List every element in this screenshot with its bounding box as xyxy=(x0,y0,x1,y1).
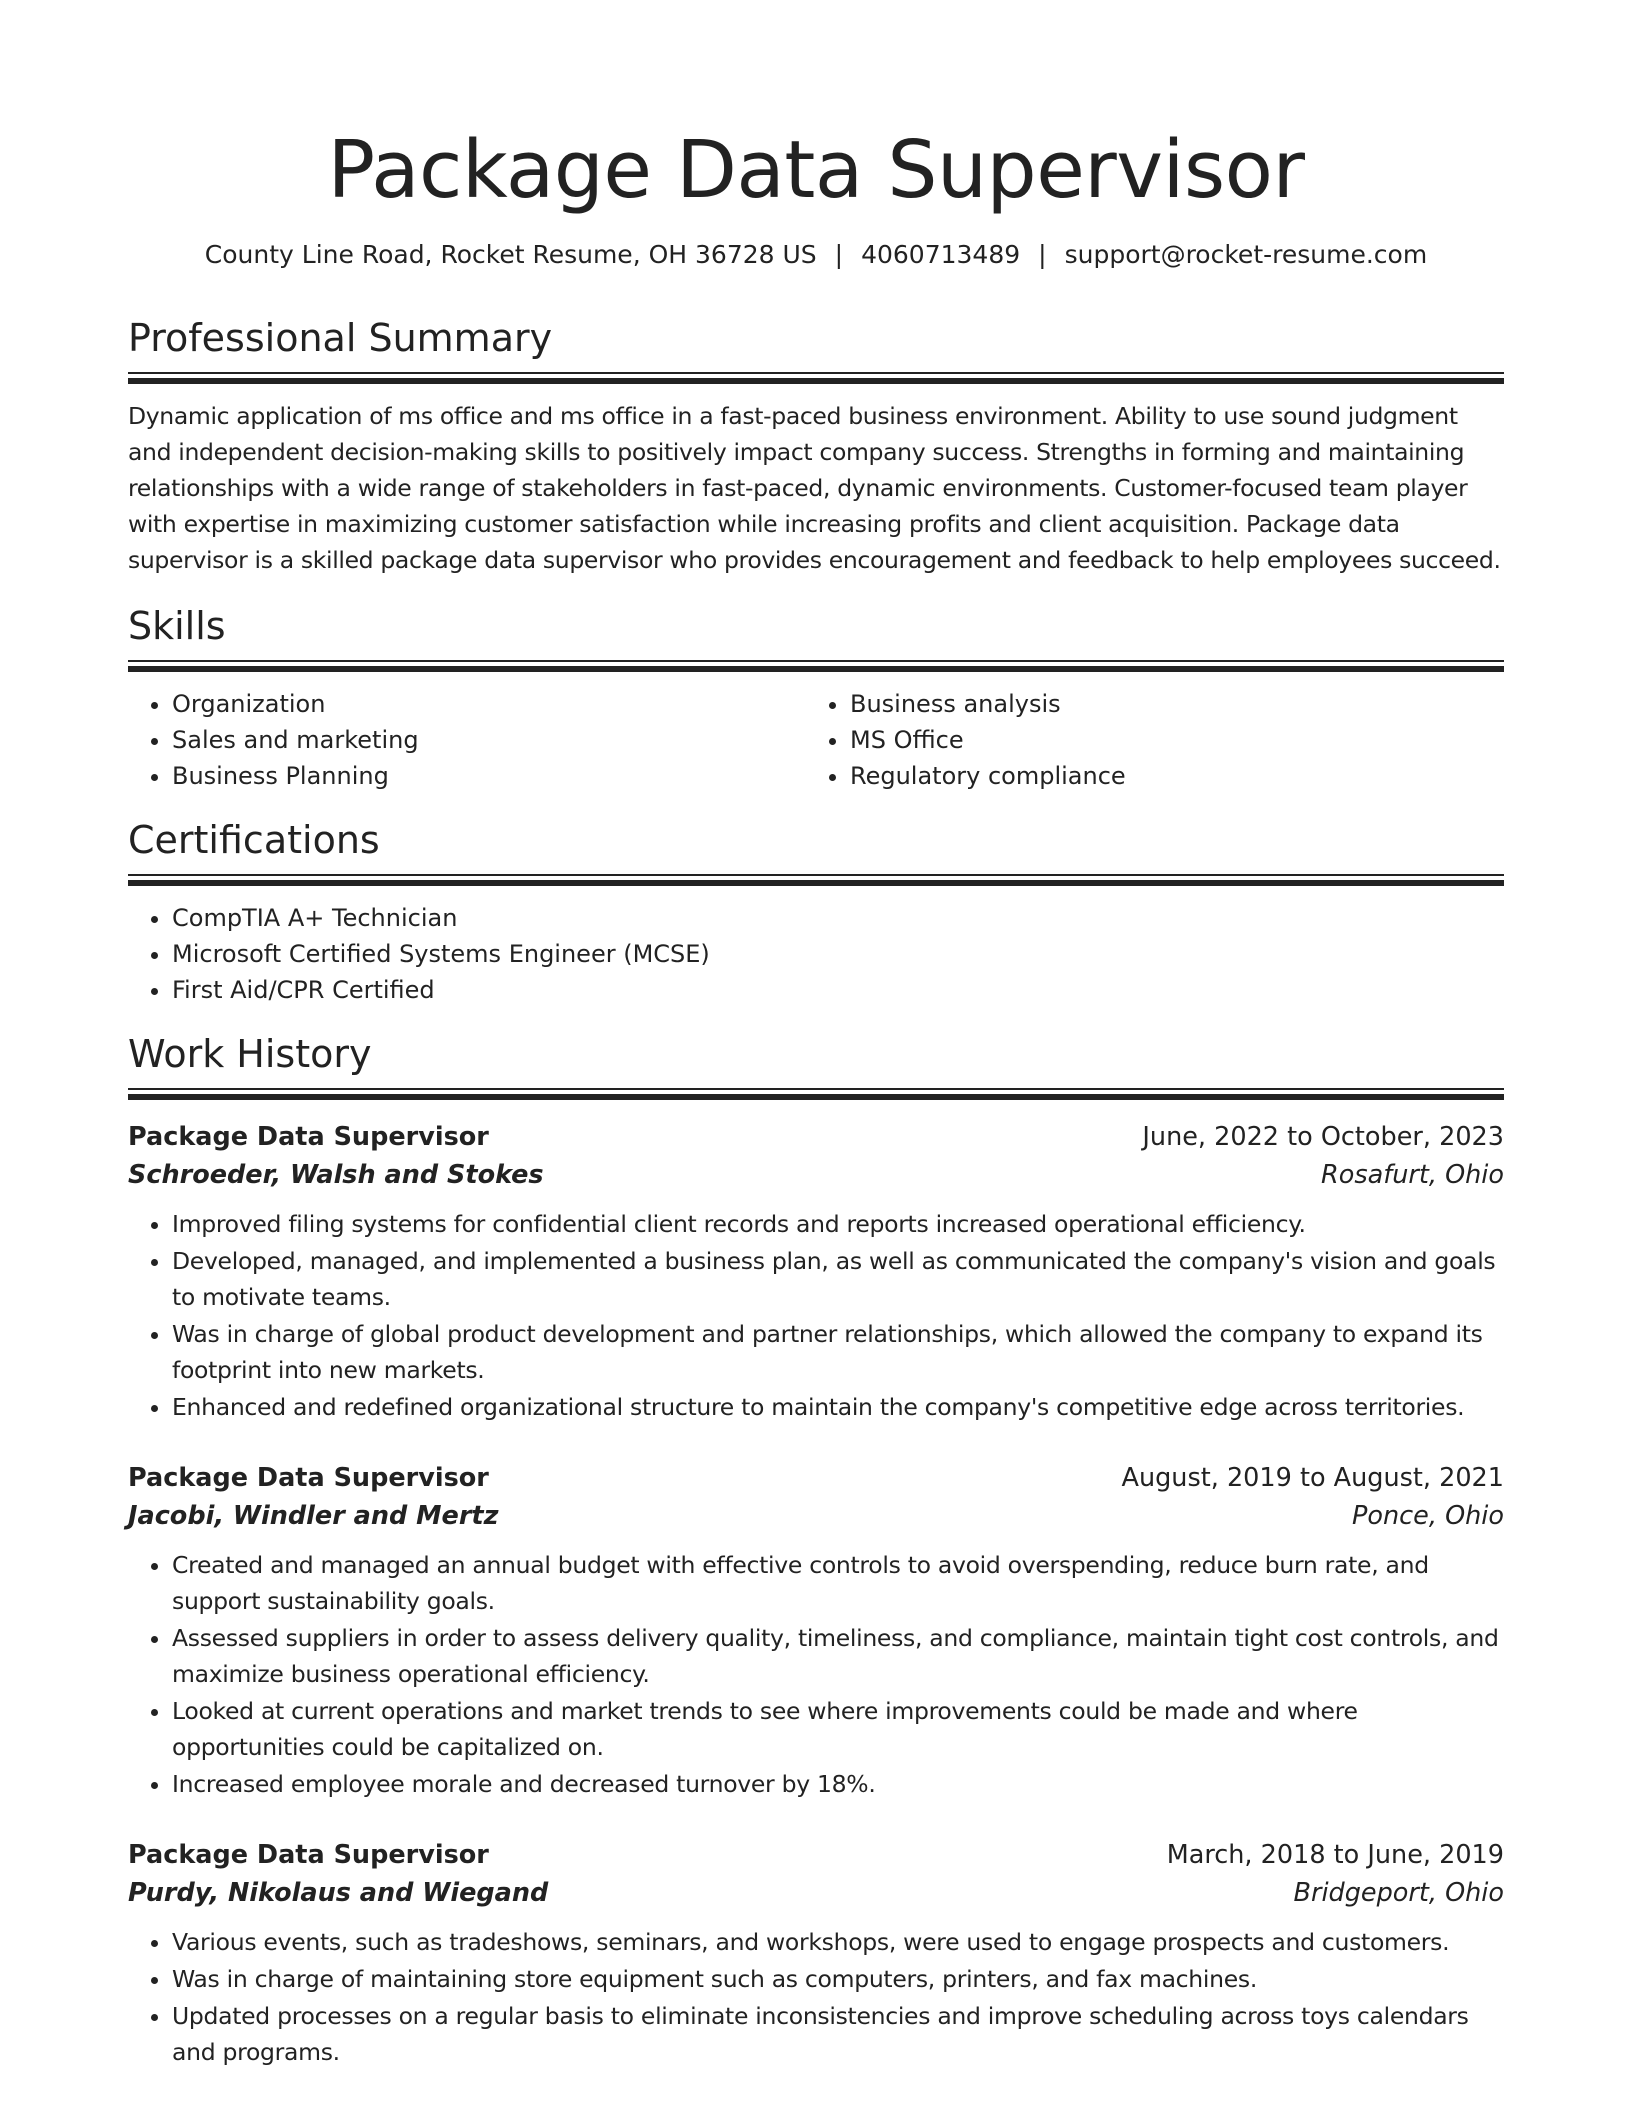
skills-title: Skills xyxy=(128,604,226,648)
job-bullets xyxy=(128,1206,1504,1425)
job-bullets xyxy=(128,1547,1504,1802)
job-bullet: • Various events, such as tradeshows, seminars, and workshops, were used to engage prospects and customers. xyxy=(172,1924,1504,1960)
job-entry xyxy=(128,1836,1504,2070)
contact-phone: 4060713489 xyxy=(861,240,1021,269)
work-history-section xyxy=(128,1030,1504,2070)
job-title: Package Data Supervisor xyxy=(128,1463,489,1493)
job-bullet: • Increased employee morale and decreased turnover by 18%. xyxy=(172,1766,1504,1802)
resume-page xyxy=(128,118,1504,2071)
job-title: Package Data Supervisor xyxy=(128,1122,489,1152)
skill-item: • MS Office xyxy=(850,722,1484,758)
skill-item: • Business analysis xyxy=(850,686,1484,722)
skill-item: • Regulatory compliance xyxy=(850,758,1484,794)
section-divider xyxy=(128,372,1504,384)
job-location: Rosafurt, Ohio xyxy=(1321,1160,1504,1190)
contact-line xyxy=(128,238,1504,272)
section-divider xyxy=(128,874,1504,886)
summary-text: Dynamic application of ms office and ms office in a fast-paced business environment. Ability to use sound judgment and independent decision-making skills to positively impact company success. Strengths in forming and maintaining relationships with a wide range of stakeholders in fast-paced, dynamic environments. Customer-focused team player with expertise in maximizing customer satisfaction while increasing profits and client acquisition. Package data supervisor is a skilled package data supervisor who provides encouragement and feedback to help employees succeed. xyxy=(128,402,1501,574)
job-header-row xyxy=(128,1836,1504,1874)
job-company-row xyxy=(128,1874,1504,1912)
certification-item: • Microsoft Certified Systems Engineer (MCSE) xyxy=(172,936,1504,972)
certification-item: • First Aid/CPR Certified xyxy=(172,972,1504,1008)
job-bullet: • Created and managed an annual budget with effective controls to avoid overspending, reduce burn rate, and support sustainability goals. xyxy=(172,1547,1504,1619)
job-bullet: • Enhanced and redefined organizational structure to maintain the company's competitive edge across territories. xyxy=(172,1389,1504,1425)
job-location: Ponce, Ohio xyxy=(1352,1501,1504,1531)
certifications-list xyxy=(128,900,1504,1008)
skills-list-left xyxy=(128,686,806,794)
certification-item: • CompTIA A+ Technician xyxy=(172,900,1504,936)
job-bullet: • Was in charge of maintaining store equipment such as computers, printers, and fax machines. xyxy=(172,1961,1504,1997)
work-history-title: Work History xyxy=(128,1032,372,1076)
job-bullet: • Was in charge of global product development and partner relationships, which allowed the company to expand its footprint into new markets. xyxy=(172,1316,1504,1388)
skills-section xyxy=(128,602,1504,794)
summary-title: Professional Summary xyxy=(128,316,553,360)
certifications-title: Certifications xyxy=(128,818,380,862)
job-dates: March, 2018 to June, 2019 xyxy=(1166,1840,1504,1870)
job-bullet: • Assessed suppliers in order to assess delivery quality, timeliness, and compliance, maintain tight cost controls, and maximize business operational efficiency. xyxy=(172,1620,1504,1692)
skill-item: • Organization xyxy=(172,686,806,722)
skill-item: • Business Planning xyxy=(172,758,806,794)
skills-list-right xyxy=(806,686,1484,794)
job-bullet: • Developed, managed, and implemented a business plan, as well as communicated the company's vision and goals to motivate teams. xyxy=(172,1243,1504,1315)
job-bullet: • Updated processes on a regular basis to eliminate inconsistencies and improve scheduling across toys calendars and programs. xyxy=(172,1998,1504,2070)
job-company: Schroeder, Walsh and Stokes xyxy=(128,1160,544,1190)
certifications-section xyxy=(128,816,1504,1008)
job-entry xyxy=(128,1118,1504,1425)
job-bullet: • Improved filing systems for confidential client records and reports increased operational efficiency. xyxy=(172,1206,1504,1242)
job-header-row xyxy=(128,1459,1504,1497)
job-dates: August, 2019 to August, 2021 xyxy=(1121,1463,1504,1493)
skill-item: • Sales and marketing xyxy=(172,722,806,758)
job-location: Bridgeport, Ohio xyxy=(1293,1878,1504,1908)
contact-email: support@rocket-resume.com xyxy=(1064,240,1428,269)
resume-name: Package Data Supervisor xyxy=(327,124,1305,216)
summary-section xyxy=(128,314,1504,578)
job-header-row xyxy=(128,1118,1504,1156)
job-company: Purdy, Nikolaus and Wiegand xyxy=(128,1878,549,1908)
contact-address: County Line Road, Rocket Resume, OH 36728 US xyxy=(204,240,817,269)
job-company-row xyxy=(128,1156,1504,1194)
job-bullets xyxy=(128,1924,1504,2070)
job-entry xyxy=(128,1459,1504,1802)
contact-separator: | xyxy=(834,240,844,269)
job-dates: June, 2022 to October, 2023 xyxy=(1142,1122,1504,1152)
job-company: Jacobi, Windler and Mertz xyxy=(128,1501,499,1531)
job-title: Package Data Supervisor xyxy=(128,1840,489,1870)
job-company-row xyxy=(128,1497,1504,1535)
skills-grid xyxy=(128,686,1504,794)
section-divider xyxy=(128,1088,1504,1100)
section-divider xyxy=(128,660,1504,672)
contact-separator: | xyxy=(1038,240,1047,269)
job-bullet: • Looked at current operations and market trends to see where improvements could be made and where opportunities could be capitalized on. xyxy=(172,1693,1504,1765)
